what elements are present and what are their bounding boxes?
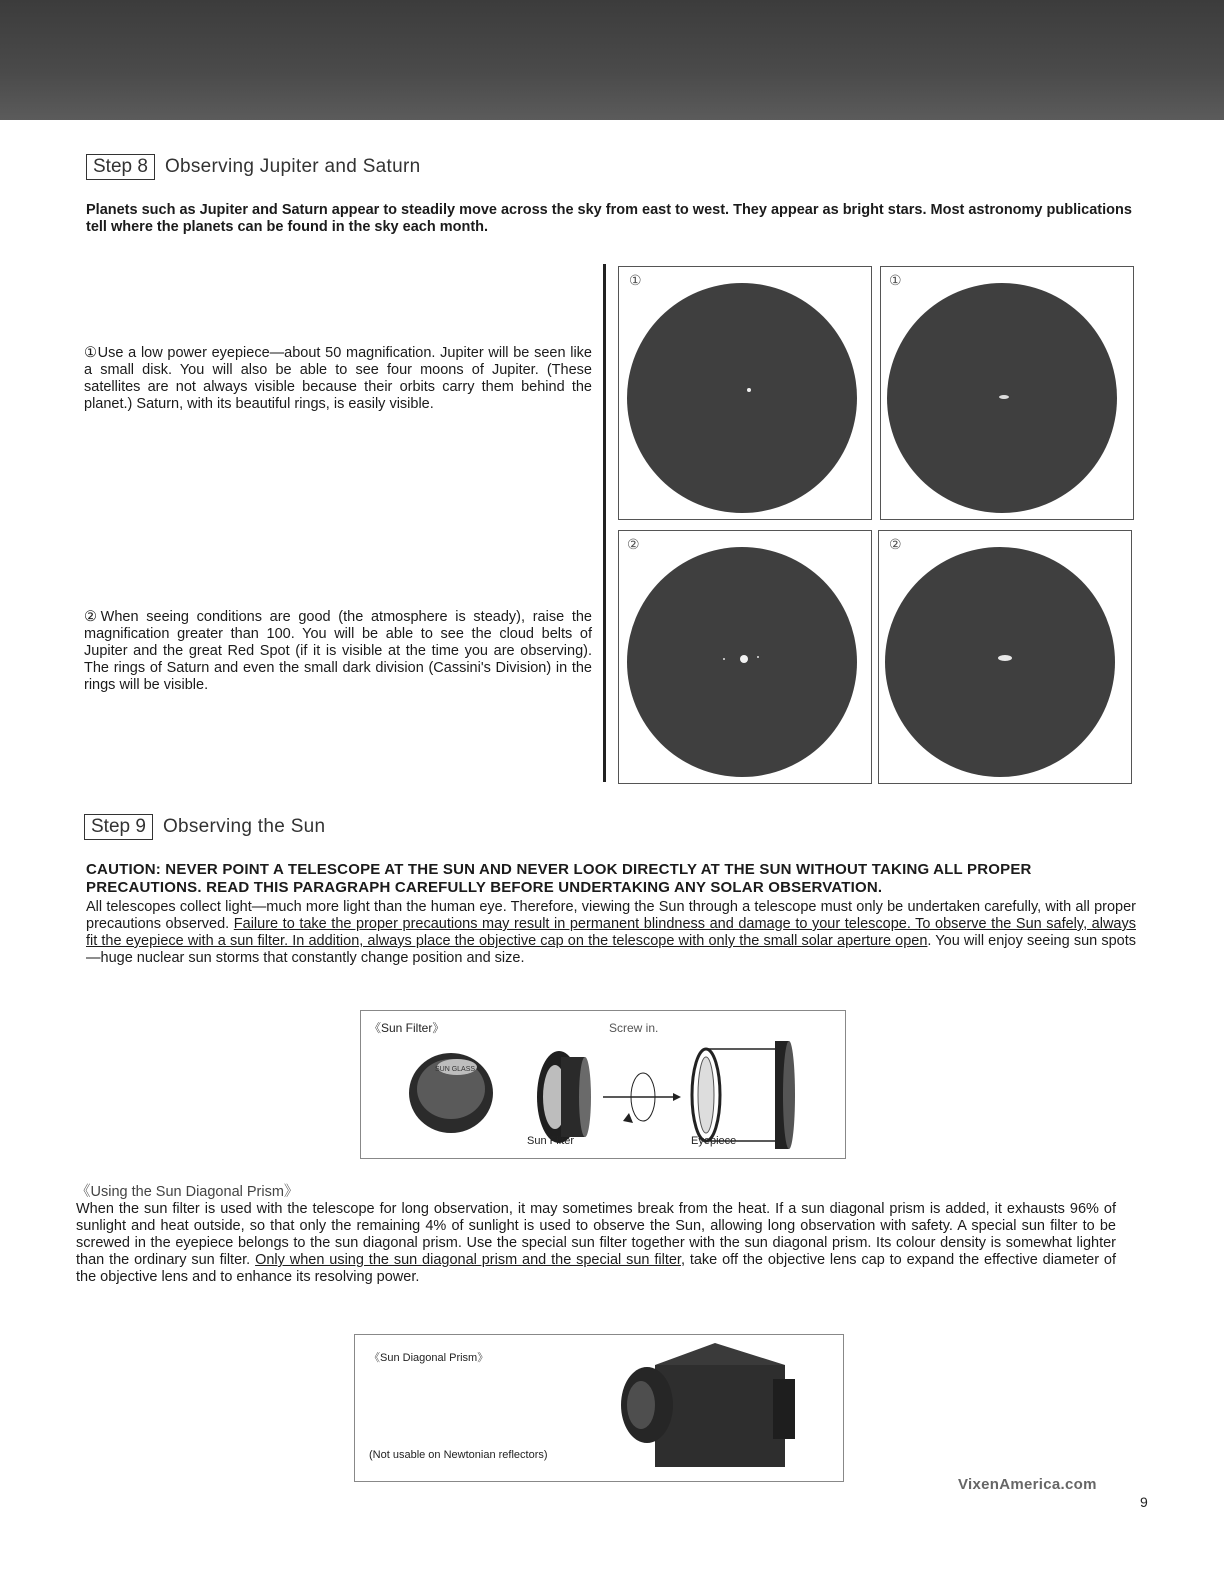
solar-body-part1: All telescopes collect light—much more light than the human eye. Therefore, viewing the Sun through a telescope must only be undertaken carefully, with all proper precautions observed. — [86, 899, 1136, 932]
saturn-low-power-panel — [880, 266, 1134, 520]
prism-figure-title: 《Sun Diagonal Prism》 — [369, 1352, 489, 1364]
eyepiece-label: Eyepiece — [691, 1135, 737, 1147]
prism-photo — [355, 1335, 843, 1481]
screw-in-label: Screw in. — [609, 1021, 659, 1035]
solar-warning-underlined: Failure to take the proper precautions may result in permanent blindness and damage to your telescope. To observe the Sun safely, always fit the eyepiece with a sun filter. In addition, always place the objective cap on the telescope with only the small solar aperture open — [86, 916, 1136, 949]
sun-filter-figure — [360, 1010, 846, 1159]
saturn-rings — [998, 655, 1012, 661]
panel-number: ① — [629, 272, 642, 288]
sun-glass-text: SUN GLASS — [435, 1066, 476, 1073]
jupiter-high-power-panel — [618, 530, 872, 784]
sun-filter-illustration — [361, 1011, 845, 1158]
panel-number: ② — [627, 536, 640, 552]
step8-title: Observing Jupiter and Saturn — [164, 156, 421, 177]
field-of-view — [885, 547, 1115, 777]
panel-divider-line — [603, 264, 606, 782]
top-header-bar — [0, 0, 1224, 120]
footer-url: VixenAmerica.com — [958, 1476, 1097, 1493]
prism-figure-note: (Not usable on Newtonian reflectors) — [369, 1449, 548, 1461]
saturn-dot — [999, 395, 1009, 399]
step8-label: Step 8 — [86, 154, 155, 180]
page-number: 9 — [1140, 1494, 1148, 1510]
prism-underlined: Only when using the sun diagonal prism and the special sun filter — [255, 1252, 681, 1268]
field-of-view — [627, 283, 857, 513]
prism-body-part1: When the sun filter is used with the telescope for long observation, it may sometimes break from the heat. If a sun diagonal prism is added, it exhausts 96% of sunlight and heat outside, so that only the remaining 4% of sunlight is used to observe the Sun, allowing long observation with safety. A special sun filter to be screwed in the eyepiece belongs to the sun diagonal prism. Use the special sun filter together with the sun diagonal prism. Its colour density is somewhat lighter than the ordinary sun filter. — [76, 1201, 1116, 1268]
saturn-high-power-panel — [878, 530, 1132, 784]
moon-dot — [757, 656, 759, 658]
step8-intro: Planets such as Jupiter and Saturn appear to steadily move across the sky from east to west. They appear as bright stars. Most astronomy publications tell where the planets can be found in the sky each month. — [86, 202, 1132, 235]
step8-heading — [86, 154, 420, 180]
solar-caution: CAUTION: NEVER POINT A TELESCOPE AT THE SUN AND NEVER LOOK DIRECTLY AT THE SUN WITHOUT TAKING ALL PROPER PRECAUTIONS. READ THIS PARAGRAPH CAREFULLY BEFORE UNDERTAKING ANY SOLAR OBSERVATION. — [86, 861, 1032, 896]
moon-dot — [723, 658, 725, 660]
jupiter-low-power-panel — [618, 266, 872, 520]
panel-number: ① — [889, 272, 902, 288]
solar-body-part2: . You will enjoy seeing sun spots—huge nuclear sun storms that constantly change position and size. — [86, 933, 1136, 966]
step8-item1: ①Use a low power eyepiece—about 50 magnification. Jupiter will be seen like a small disk. You will also be able to see four moons of Jupiter. (These satellites are not always visible because their orbits carry them behind the planet.) Saturn, with its beautiful rings, is easily visible. — [84, 345, 592, 412]
panel-number: ② — [889, 536, 902, 552]
step8-item2: ②When seeing conditions are good (the atmosphere is steady), raise the magnification greater than 100. You will be able to see the cloud belts of Jupiter and the great Red Spot (if it is visible at the time you are observing). The rings of Saturn and even the small dark division (Cassini's Division) in the rings will be visible. — [84, 609, 592, 693]
step9-title: Observing the Sun — [162, 816, 326, 837]
sun-filter-figure-title: 《Sun Filter》 — [369, 1021, 445, 1035]
prism-body — [76, 1201, 1116, 1286]
prism-heading: 《Using the Sun Diagonal Prism》 — [76, 1184, 299, 1200]
solar-body — [86, 899, 1136, 967]
step9-heading — [84, 814, 325, 840]
step9-label: Step 9 — [84, 814, 153, 840]
sun-diagonal-prism-figure — [354, 1334, 844, 1482]
jupiter-disk — [740, 655, 748, 663]
sun-filter-label: Sun Filter — [527, 1135, 575, 1147]
prism-body-part2: , take off the objective lens cap to expand the effective diameter of the objective lens and to enhance its resolving power. — [76, 1252, 1116, 1285]
jupiter-dot — [747, 388, 751, 392]
